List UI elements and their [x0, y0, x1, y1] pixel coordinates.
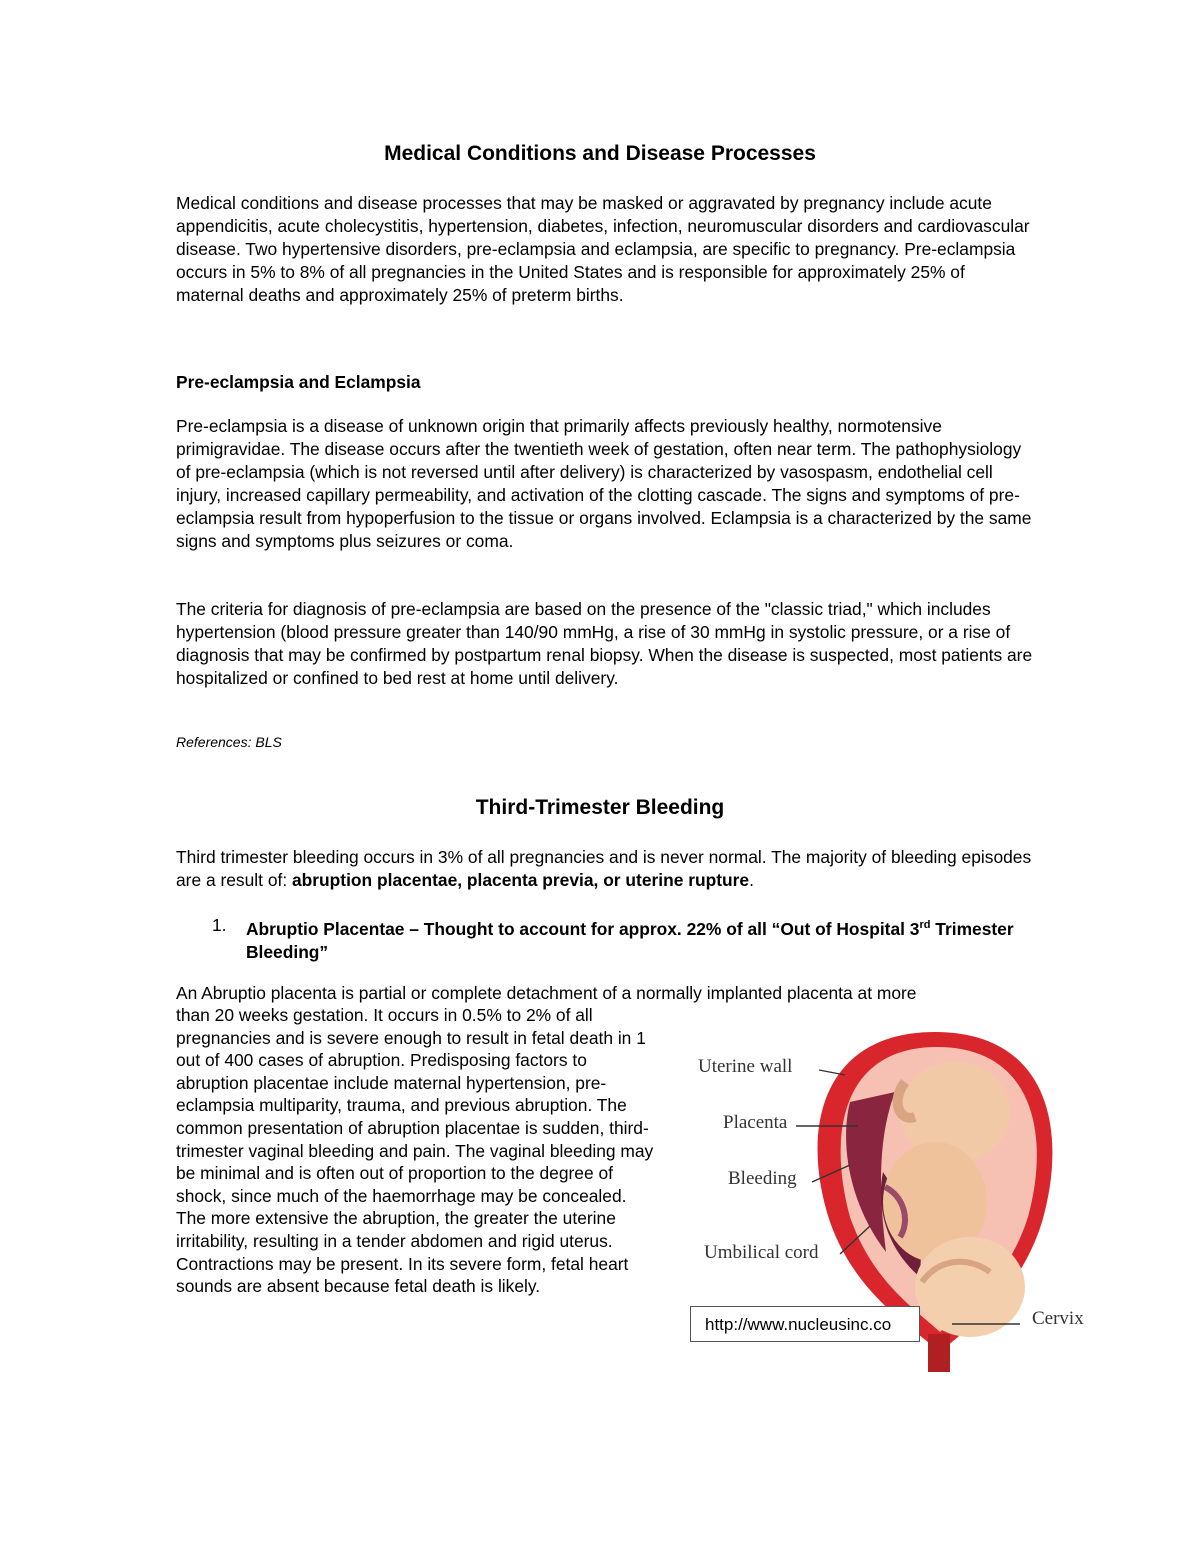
list-heading-end: Trimester Bleeding”: [246, 918, 1014, 962]
list-heading: [246, 914, 1046, 964]
label-bleeding: Bleeding: [728, 1168, 797, 1189]
bleeding-intro-end: .: [749, 870, 754, 890]
preeclampsia-paragraph-1: Pre-eclampsia is a disease of unknown origin that primarily affects previously healthy, normotensive primigravidae. The disease occurs after the twentieth week of gestation, often near term. The pathophysiology of pre-eclampsia (which is not reversed until after delivery) is characterized by vasospasm, endothelial cell injury, increased capillary permeability, and activation of the clotting cascade. The signs and symptoms of pre-eclampsia result from hypoperfusion to the tissue or organs involved. Eclampsia is a characterized by the same signs and symptoms plus seizures or coma.: [176, 416, 1032, 551]
label-uterine-wall: Uterine wall: [698, 1056, 793, 1077]
label-cervix: Cervix: [1032, 1308, 1084, 1329]
abruptio-paragraph: than 20 weeks gestation. It occurs in 0.5% to 2% of all pregnancies and is severe enough to result in fetal death in 1 out of 400 cases of abruption. Predisposing factors to abruption placentae include maternal hypertension, pre-eclampsia multiparity, trauma, and previous abruption. The common presentation of abruption placentae is sudden, third-trimester vaginal bleeding and pain. The vaginal bleeding may be minimal and is often out of proportion to the degree of shock, since much of the haemorrhage may be concealed. The more extensive the abruption, the greater the uterine irritability, resulting in a tender abdomen and rigid uterus. Contractions may be present. In its severe form, fetal heart sounds are absent because fetal death is likely.: [176, 1005, 654, 1297]
bleeding-causes: abruption placentae, placenta previa, or uterine rupture: [292, 870, 750, 890]
intro-paragraph: Medical conditions and disease processes that may be masked or aggravated by pregnancy include acute appendicitis, acute cholecystitis, hypertension, diabetes, infection, neuromuscular disorders and cardiovascular disease. Two hypertensive disorders, pre-eclampsia and eclampsia, are specific to pregnancy. Pre-eclampsia occurs in 5% to 8% of all pregnancies in the United States and is responsible for approximately 25% of maternal deaths and approximately 25% of preterm births.: [176, 193, 1030, 305]
label-umbilical-cord: Umbilical cord: [704, 1242, 819, 1263]
preeclampsia-paragraph-2: The criteria for diagnosis of pre-eclampsia are based on the presence of the "classic triad," which includes hypertension (blood pressure greater than 140/90 mmHg, a rise of 30 mmHg in systolic pressure, or a rise of diagnosis that may be confirmed by postpartum renal biopsy. When the disease is suspected, most patients are hospitalized or confined to bed rest at home until delivery.: [176, 599, 1033, 688]
abruptio-first-line: An Abruptio placenta is partial or complete detachment of a normally implanted placenta at more: [176, 983, 917, 1003]
bleeding-intro: [176, 846, 1036, 892]
list-heading-superscript: rd: [919, 919, 931, 931]
list-heading-text: Abruptio Placentae – Thought to account for approx. 22% of all “Out of Hospital 3: [246, 918, 920, 939]
references-note: References: BLS: [176, 734, 282, 750]
section-title-bleeding: Third-Trimester Bleeding: [475, 796, 725, 819]
bleeding-intro-text: Third trimester bleeding occurs in 3% of all pregnancies and is never normal. The majority of bleeding episodes are a result of:: [176, 847, 1032, 890]
preeclampsia-heading: Pre-eclampsia and Eclampsia: [176, 372, 421, 392]
page-title: Medical Conditions and Disease Processes: [384, 142, 816, 165]
label-placenta: Placenta: [723, 1112, 788, 1133]
list-number: 1.: [212, 915, 227, 935]
source-url-box: http://www.nucleusinc.co: [690, 1306, 920, 1342]
